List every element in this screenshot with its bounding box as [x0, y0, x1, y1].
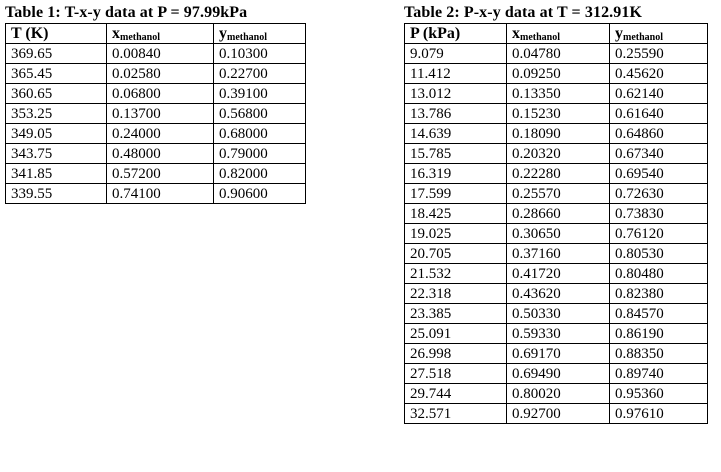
table-cell: 0.79000 [214, 144, 306, 164]
table-row [6, 144, 306, 164]
table-cell: 13.012 [405, 84, 507, 104]
table-cell: 0.41720 [507, 264, 610, 284]
table-row [6, 64, 306, 84]
table-cell: 0.90600 [214, 184, 306, 204]
table-cell: 0.82000 [214, 164, 306, 184]
table-cell: 0.69490 [507, 364, 610, 384]
table-row [405, 204, 708, 224]
table-cell: 339.55 [6, 184, 107, 204]
table-cell: 0.69540 [610, 164, 708, 184]
table1-header-cell [6, 24, 107, 44]
table-cell: 0.09250 [507, 64, 610, 84]
table-cell: 0.76120 [610, 224, 708, 244]
table-1-caption: Table 1: T-x-y data at P = 97.99kPa [5, 4, 248, 21]
table-cell: 0.68000 [214, 124, 306, 144]
table-cell: 0.48000 [107, 144, 214, 164]
table-cell: 0.97610 [610, 404, 708, 424]
table-row [405, 184, 708, 204]
table-cell: 0.39100 [214, 84, 306, 104]
table-cell: 0.62140 [610, 84, 708, 104]
header-label: P (kPa) [410, 24, 461, 42]
table-cell: 0.43620 [507, 284, 610, 304]
table-cell: 0.95360 [610, 384, 708, 404]
header-label: T (K) [11, 24, 49, 42]
table-row [405, 384, 708, 404]
table-cell: 0.72630 [610, 184, 708, 204]
table-cell: 0.45620 [610, 64, 708, 84]
table-cell: 29.744 [405, 384, 507, 404]
table-cell: 0.80530 [610, 244, 708, 264]
header-label: x [112, 24, 120, 42]
table-cell: 26.998 [405, 344, 507, 364]
table-cell: 0.24000 [107, 124, 214, 144]
table-row [405, 164, 708, 184]
table-cell: 0.50330 [507, 304, 610, 324]
table-cell: 369.65 [6, 44, 107, 64]
table-1-header-row [6, 24, 306, 44]
table2-header-cell [610, 24, 708, 44]
table-cell: 0.00840 [107, 44, 214, 64]
table-cell: 0.13350 [507, 84, 610, 104]
table-cell: 0.73830 [610, 204, 708, 224]
table-2-header-row [405, 24, 708, 44]
table-row [6, 184, 306, 204]
table-1 [5, 23, 306, 204]
table-cell: 0.92700 [507, 404, 610, 424]
table-cell: 9.079 [405, 44, 507, 64]
table-cell: 17.599 [405, 184, 507, 204]
table-row [405, 104, 708, 124]
table-cell: 0.28660 [507, 204, 610, 224]
table-cell: 0.22280 [507, 164, 610, 184]
table-cell: 349.05 [6, 124, 107, 144]
table-row [405, 324, 708, 344]
table-cell: 21.532 [405, 264, 507, 284]
table-cell: 0.88350 [610, 344, 708, 364]
table-cell: 343.75 [6, 144, 107, 164]
table-cell: 0.22700 [214, 64, 306, 84]
table-cell: 0.59330 [507, 324, 610, 344]
table-cell: 20.705 [405, 244, 507, 264]
table-cell: 360.65 [6, 84, 107, 104]
table-cell: 11.412 [405, 64, 507, 84]
table-cell: 0.10300 [214, 44, 306, 64]
header-subscript: methanol [120, 31, 160, 43]
table-cell: 0.80020 [507, 384, 610, 404]
table-cell: 0.18090 [507, 124, 610, 144]
table-cell: 0.37160 [507, 244, 610, 264]
table-cell: 0.15230 [507, 104, 610, 124]
table-cell: 0.80480 [610, 264, 708, 284]
table-cell: 0.89740 [610, 364, 708, 384]
table-row [405, 404, 708, 424]
table-cell: 365.45 [6, 64, 107, 84]
table-cell: 0.30650 [507, 224, 610, 244]
header-subscript: methanol [520, 31, 560, 43]
table-cell: 22.318 [405, 284, 507, 304]
table-cell: 341.85 [6, 164, 107, 184]
table-cell: 0.04780 [507, 44, 610, 64]
table-cell: 0.57200 [107, 164, 214, 184]
table-row [405, 64, 708, 84]
table-row [405, 284, 708, 304]
table2-header-cell [507, 24, 610, 44]
table-cell: 0.61640 [610, 104, 708, 124]
table-cell: 0.74100 [107, 184, 214, 204]
table-row [6, 104, 306, 124]
table-cell: 0.69170 [507, 344, 610, 364]
table-cell: 0.84570 [610, 304, 708, 324]
table-row [6, 164, 306, 184]
header-label: y [615, 24, 623, 42]
table2-header-cell [405, 24, 507, 44]
table1-header-cell [214, 24, 306, 44]
table-cell: 0.82380 [610, 284, 708, 304]
table-cell: 0.02580 [107, 64, 214, 84]
table-row [405, 364, 708, 384]
table-row [405, 244, 708, 264]
table-cell: 19.025 [405, 224, 507, 244]
table-2 [404, 23, 708, 424]
table-cell: 353.25 [6, 104, 107, 124]
table-cell: 32.571 [405, 404, 507, 424]
table-row [405, 344, 708, 364]
table-cell: 23.385 [405, 304, 507, 324]
table-cell: 14.639 [405, 124, 507, 144]
table-cell: 0.20320 [507, 144, 610, 164]
table-cell: 15.785 [405, 144, 507, 164]
table-cell: 25.091 [405, 324, 507, 344]
table-row [405, 44, 708, 64]
header-subscript: methanol [623, 31, 663, 43]
table-cell: 0.13700 [107, 104, 214, 124]
table-cell: 0.25590 [610, 44, 708, 64]
header-subscript: methanol [227, 31, 267, 43]
table-row [405, 304, 708, 324]
table-2-caption: Table 2: P-x-y data at T = 312.91K [404, 4, 643, 21]
table-row [405, 124, 708, 144]
header-label: y [219, 24, 227, 42]
table-row [405, 224, 708, 244]
table-row [405, 144, 708, 164]
table-cell: 0.67340 [610, 144, 708, 164]
table-cell: 13.786 [405, 104, 507, 124]
table-row [6, 44, 306, 64]
table-cell: 0.06800 [107, 84, 214, 104]
table-row [6, 84, 306, 104]
table-cell: 0.64860 [610, 124, 708, 144]
table-2-block [404, 3, 708, 424]
table-cell: 18.425 [405, 204, 507, 224]
header-label: x [512, 24, 520, 42]
table-cell: 0.86190 [610, 324, 708, 344]
table-row [405, 84, 708, 104]
table-row [405, 264, 708, 284]
table-row [6, 124, 306, 144]
table-cell: 27.518 [405, 364, 507, 384]
table-cell: 0.56800 [214, 104, 306, 124]
table-cell: 16.319 [405, 164, 507, 184]
table1-header-cell [107, 24, 214, 44]
table-1-block [5, 3, 306, 204]
table-cell: 0.25570 [507, 184, 610, 204]
